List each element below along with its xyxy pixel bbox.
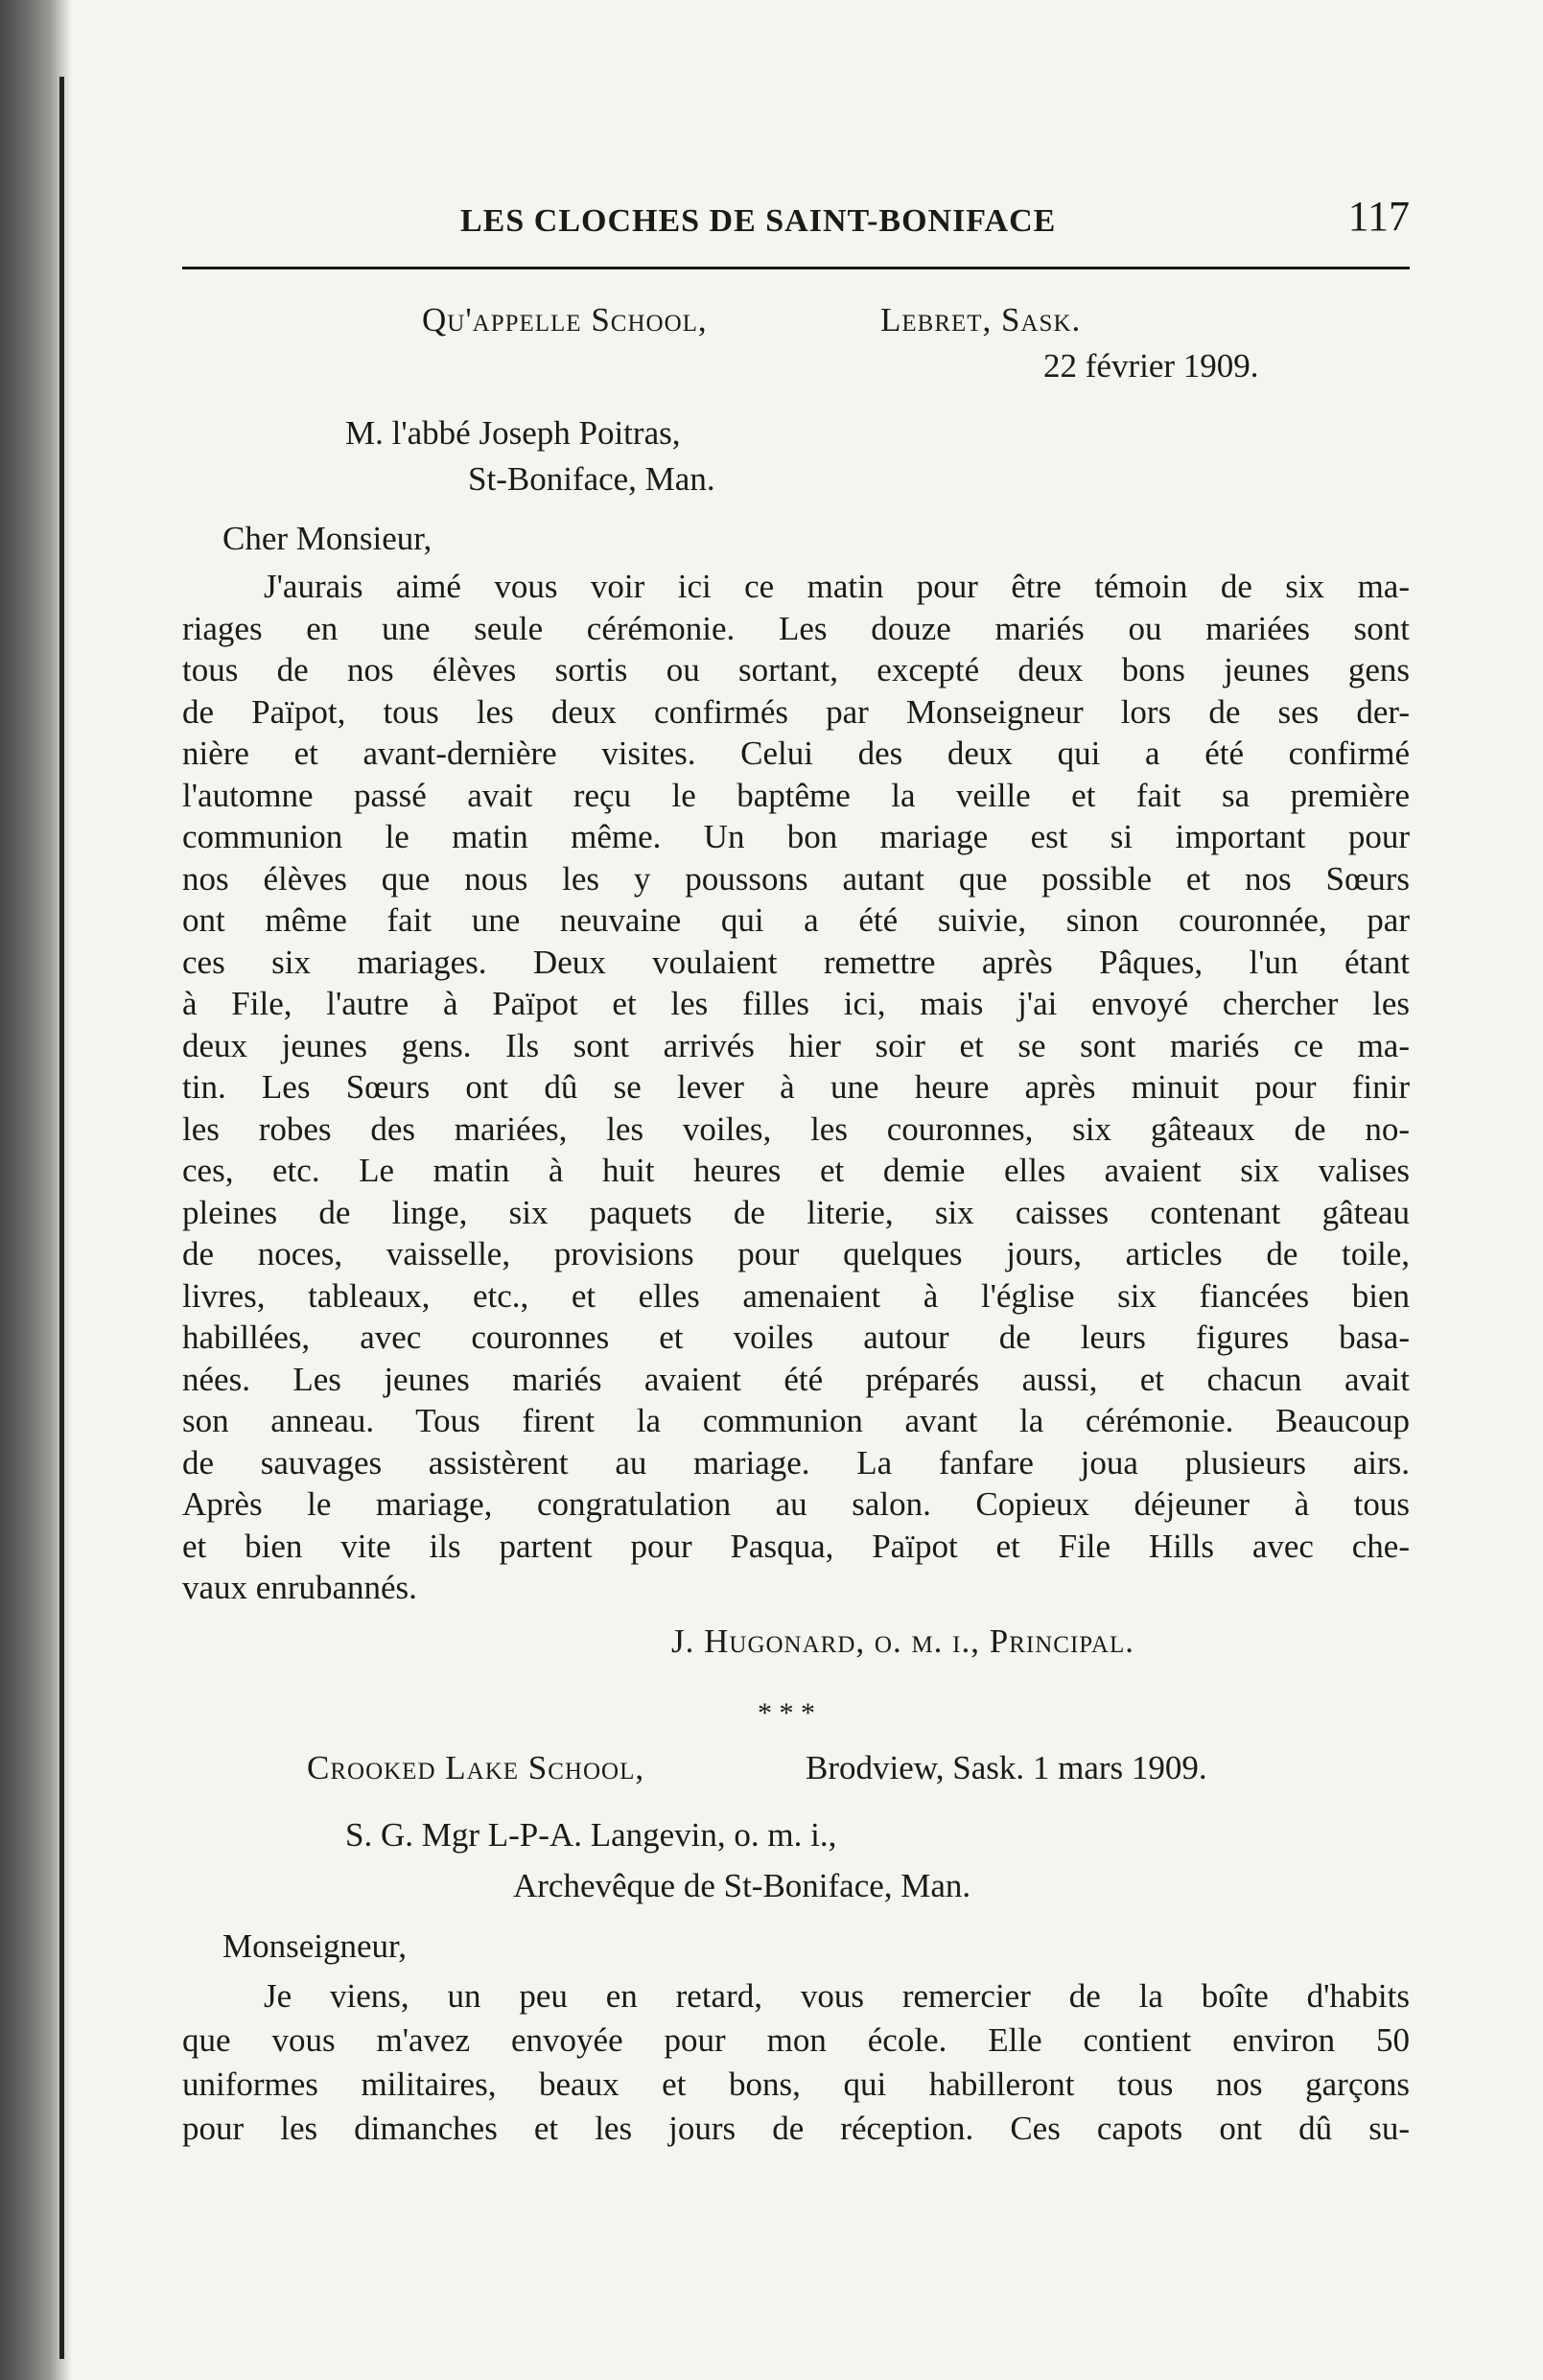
letter1-place: Qu'appelle School, — [422, 301, 708, 338]
letter2-city-date: Brodview, Sask. 1 mars 1909. — [806, 1749, 1207, 1786]
letter1-body-line: l'automne passé avait reçu le baptême la veille et fait sa première — [182, 776, 1410, 814]
letter1-body-line: J'aurais aimé vous voir ici ce matin pour être témoin de six ma- — [264, 568, 1410, 605]
letter2-body-line: que vous m'avez envoyée pour mon école. Elle contient environ 50 — [182, 2021, 1410, 2059]
letter1-city: Lebret, Sask. — [880, 301, 1082, 338]
letter1-body-line: nos élèves que nous les y poussons autant que possible et nos Sœurs — [182, 859, 1410, 898]
letter2-place: Crooked Lake School, — [307, 1749, 645, 1786]
letter1-recipient-name: M. l'abbé Joseph Poitras, — [345, 414, 681, 452]
letter1-body-line: nées. Les jeunes mariés avaient été préparés aussi, et chacun avait — [182, 1360, 1410, 1398]
binding-edge — [59, 77, 64, 2359]
page-header — [182, 192, 1410, 249]
letter2-recipient-title: Archevêque de St-Boniface, Man. — [513, 1867, 971, 1904]
letter1-date: 22 février 1909. — [1043, 347, 1259, 385]
letter1-body-line: à File, l'autre à Païpot et les filles ici, mais j'ai envoyé chercher les — [182, 985, 1410, 1022]
letter1-body-line: et bien vite ils partent pour Pasqua, Païpot et File Hills avec che- — [182, 1527, 1410, 1565]
letter1-signature: J. Hugonard, o. m. i., Principal. — [671, 1622, 1134, 1660]
letter1-body-line: pleines de linge, six paquets de literie, six caisses contenant gâteau — [182, 1193, 1410, 1231]
letter1-body-line: habillées, avec couronnes et voiles autour de leurs figures basa- — [182, 1318, 1410, 1356]
letter1-body-line: deux jeunes gens. Ils sont arrivés hier soir et se sont mariés ce ma- — [182, 1026, 1410, 1064]
letter1-body-line: de Païpot, tous les deux confirmés par Monseigneur lors de ses der- — [182, 692, 1410, 731]
letter2-body-line: uniformes militaires, beaux et bons, qui habilleront tous nos garçons — [182, 2065, 1410, 2103]
letter1-body-line: ces six mariages. Deux voulaient remettre après Pâques, l'un étant — [182, 943, 1410, 981]
letter1-salutation: Cher Monsieur, — [222, 520, 433, 557]
letter1-body-line: de sauvages assistèrent au mariage. La fanfare joua plusieurs airs. — [182, 1443, 1410, 1482]
running-title: LES CLOCHES DE SAINT-BONIFACE — [460, 203, 1057, 239]
letter1-body-line: communion le matin même. Un bon mariage est si important pour — [182, 818, 1410, 855]
letter1-body-line: tin. Les Sœurs ont dû se lever à une heure après minuit pour finir — [182, 1068, 1410, 1106]
letter1-body-line: riages en une seule cérémonie. Les douze mariés ou mariées sont — [182, 609, 1410, 647]
letter2-salutation: Monseigneur, — [222, 1927, 408, 1965]
letter1-body-line: vaux enrubannés. — [182, 1569, 417, 1606]
letter1-recipient-place: St-Boniface, Man. — [468, 460, 715, 498]
header-rule — [182, 267, 1410, 269]
letter1-body-line: livres, tableaux, etc., et elles amenaient à l'église six fiancées bien — [182, 1276, 1410, 1315]
letter2-body-line: Je viens, un peu en retard, vous remercier de la boîte d'habits — [264, 1977, 1410, 2015]
letter1-body-line: son anneau. Tous firent la communion avant la cérémonie. Beaucoup — [182, 1402, 1410, 1439]
letter1-body-line: ont même fait une neuvaine qui a été suivie, sinon couronnée, par — [182, 901, 1410, 939]
letter1-body-line: Après le mariage, congratulation au salon. Copieux déjeuner à tous — [182, 1485, 1410, 1523]
letter1-body-line: nière et avant-dernière visites. Celui des deux qui a été confirmé — [182, 735, 1410, 772]
letter1-body-line: de noces, vaisselle, provisions pour quelques jours, articles de toile, — [182, 1235, 1410, 1272]
letter2-body-line: pour les dimanches et les jours de réception. Ces capots ont dû su- — [182, 2110, 1410, 2147]
page-number: 117 — [1347, 193, 1410, 240]
section-separator: * * * — [758, 1697, 815, 1729]
letter1-body-line: tous de nos élèves sortis ou sortant, excepté deux bons jeunes gens — [182, 651, 1410, 688]
letter2-recipient-name: S. G. Mgr L-P-A. Langevin, o. m. i., — [345, 1816, 837, 1854]
letter1-body-line: ces, etc. Le matin à huit heures et demie elles avaient six valises — [182, 1152, 1410, 1189]
letter1-body-line: les robes des mariées, les voiles, les couronnes, six gâteaux de no- — [182, 1109, 1410, 1148]
